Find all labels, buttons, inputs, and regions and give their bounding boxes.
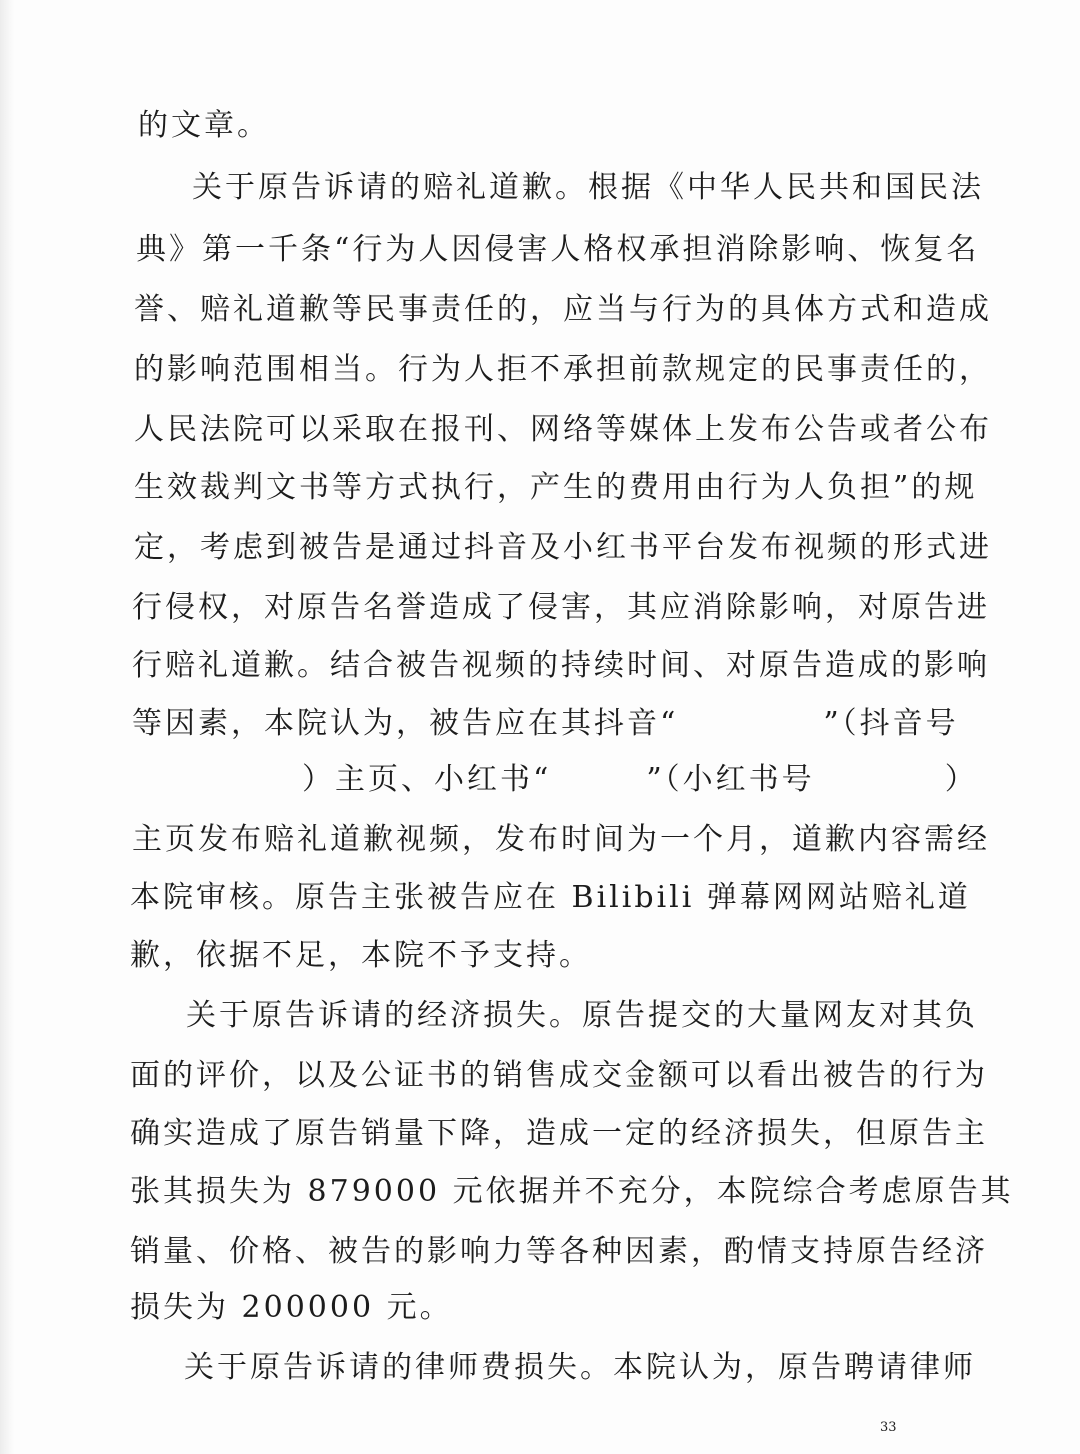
text-line: 定，考虑到被告是通过抖音及小红书平台发布视频的形式进	[134, 530, 992, 565]
text-line: 誉、赔礼道歉等民事责任的，应当与行为的具体方式和造成	[134, 292, 992, 327]
text-line: 生效裁判文书等方式执行，产生的费用由行为人负担”的规	[134, 470, 978, 505]
text-fragment: 等因素，本院认为，被告应在其抖音“	[132, 706, 679, 741]
text-line: 行赔礼道歉。结合被告视频的持续时间、对原告造成的影响	[132, 648, 990, 683]
text-line: 损失为 200000 元。	[130, 1290, 453, 1325]
text-line: 销量、价格、被告的影响力等各种因素，酌情支持原告经济	[130, 1234, 988, 1269]
page-number: 33	[880, 1420, 897, 1435]
text-line: 主页发布赔礼道歉视频，发布时间为一个月，道歉内容需经	[132, 822, 990, 857]
paragraph-start-lawyer-fee: 关于原告诉请的律师费损失。本院认为，原告聘请律师	[184, 1350, 976, 1385]
text-line: 的文章。	[138, 108, 270, 143]
text-line-redacted-xiaohongshu	[302, 762, 978, 798]
text-line: 的影响范围相当。行为人拒不承担前款规定的民事责任的，	[134, 352, 992, 387]
text-line: 本院审核。原告主张被告应在 Bilibili 弹幕网网站赔礼道	[130, 880, 971, 915]
text-line: 行侵权，对原告名誉造成了侵害，其应消除影响，对原告进	[132, 590, 990, 625]
text-fragment: ）主页、小红书“	[302, 762, 552, 797]
page-edge-shadow	[0, 0, 14, 1454]
text-fragment: ”（抖音号	[823, 706, 959, 741]
text-line-redacted-douyin	[132, 706, 959, 742]
text-fragment: ）	[944, 762, 978, 797]
paragraph-start-economic-loss: 关于原告诉请的经济损失。原告提交的大量网友对其负	[186, 998, 978, 1033]
paragraph-start-apology: 关于原告诉请的赔礼道歉。根据《中华人民共和国民法	[192, 170, 984, 205]
text-line: 张其损失为 879000 元依据并不充分，本院综合考虑原告其	[130, 1174, 1014, 1209]
text-line: 歉，依据不足，本院不予支持。	[130, 938, 592, 973]
text-line: 确实造成了原告销量下降，造成一定的经济损失，但原告主	[130, 1116, 988, 1151]
text-line: 人民法院可以采取在报刊、网络等媒体上发布公告或者公布	[134, 412, 992, 447]
text-fragment: ”（小红书号	[646, 762, 815, 797]
text-line: 面的评价，以及公证书的销售成交金额可以看出被告的行为	[130, 1058, 988, 1093]
text-line: 典》第一千条“行为人因侵害人格权承担消除影响、恢复名	[136, 232, 980, 267]
